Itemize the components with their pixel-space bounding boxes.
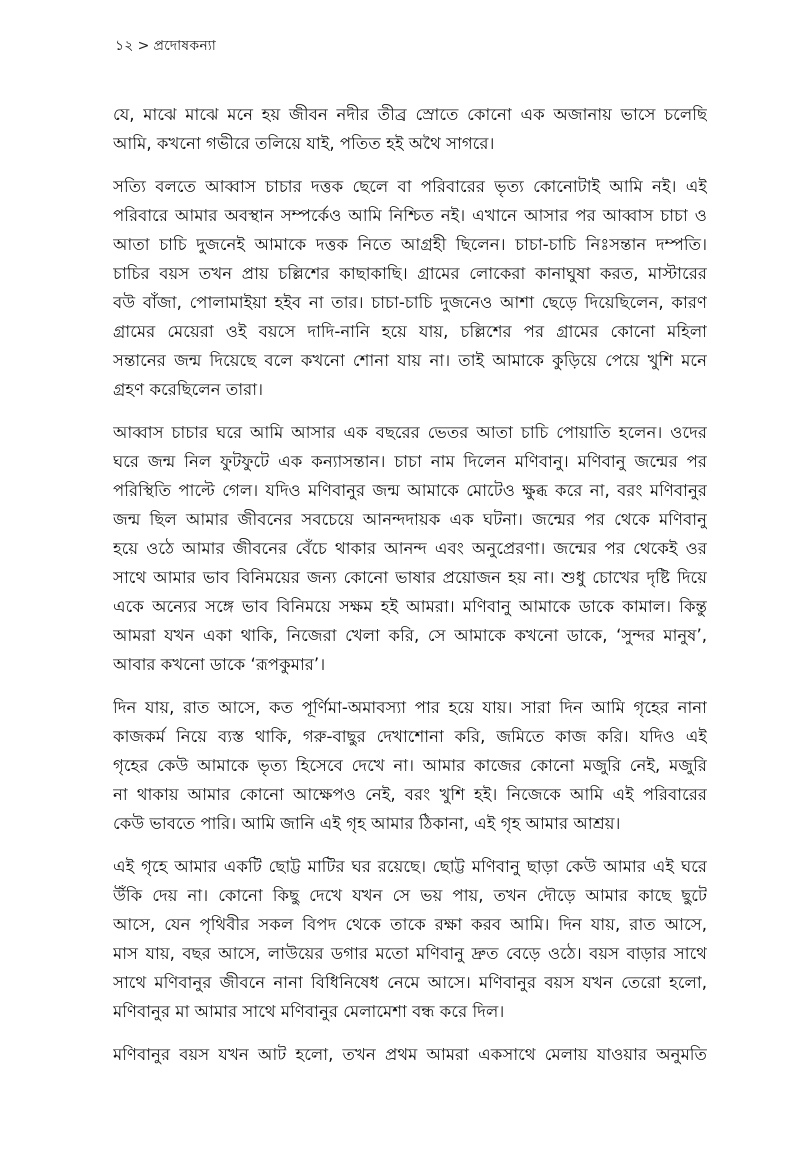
paragraph [113,852,707,1026]
page-number: ১২ [115,38,134,54]
text-line: সত্যি বলতে আব্বাস চাচার দত্তক ছেলে বা পরিবারের ভৃত্য কোনোটাই আমি নই। এই [113,177,707,196]
text-line: আব্বাস চাচার ঘরে আমি আসার এক বছরের ভেতর আতা চাচি পোয়াতি হলেন। ওদের [113,423,707,442]
text-line: মাস যায়, বছর আসে, লাউয়ের ডগার মতো মণিবানু দ্রুত বেড়ে ওঠে। বয়স বাড়ার সাথে [113,944,707,963]
book-title: প্রদোষকন্যা [153,38,217,54]
running-head [115,34,216,58]
text-line: যে, মাঝে মাঝে মনে হয় জীবন নদীর তীব্র স্রোতে কোনো এক অজানায় ভাসে চলেছি [113,105,707,124]
text-line: হয়ে ওঠে আমার জীবনের বেঁচে থাকার আনন্দ এবং অনুপ্রেরণা। জন্মের পর থেকেই ওর [113,539,707,558]
text-line: আতা চাচি দুজনেই আমাকে দত্তক নিতে আগ্রহী ছিলেন। চাচা-চাচি নিঃসন্তান দম্পতি। [113,235,707,254]
text-line: মণিবানুর বয়স যখন আট হলো, তখন প্রথম আমরা একসাথে মেলায় যাওয়ার অনুমতি [113,1045,707,1064]
text-line: আমরা যখন একা থাকি, নিজেরা খেলা করি, সে আমাকে কখনো ডাকে, ‘সুন্দর মানুষ’, [113,626,707,645]
text-line: আবার কখনো ডাকে ‘রূপকুমার’। [113,655,326,674]
text-line: সন্তানের জন্ম দিয়েছে বলে কখনো শোনা যায় না। তাই আমাকে কুড়িয়ে পেয়ে খুশি মনে [113,351,707,370]
text-line: দিন যায়, রাত আসে, কত পূর্ণিমা-অমাবস্যা পার হয়ে যায়। সারা দিন আমি গৃহের নানা [113,698,707,717]
text-line: এই গৃহে আমার একটি ছোট্ট মাটির ঘর রয়েছে। ছোট্ট মণিবানু ছাড়া কেউ আমার এই ঘরে [113,857,707,876]
text-line: কাজকর্ম নিয়ে ব্যস্ত থাকি, গরু-বাছুর দেখাশোনা করি, জমিতে কাজ করি। যদিও এই [113,727,707,746]
text-line: উঁকি দেয় না। কোনো কিছু দেখে যখন সে ভয় পায়, তখন দৌড়ে আমার কাছে ছুটে [113,886,707,905]
text-line: সাথে আমার ভাব বিনিময়ের জন্য কোনো ভাষার প্রয়োজন হয় না। শুধু চোখের দৃষ্টি দিয়ে [113,568,707,587]
text-line: চাচির বয়স তখন প্রায় চল্লিশের কাছাকাছি। গ্রামের লোকেরা কানাঘুষা করত, মাস্টারের [113,264,707,283]
text-line: গ্রামের মেয়েরা ওই বয়সে দাদি-নানি হয়ে যায়, চল্লিশের পর গ্রামের কোনো মহিলা [113,322,707,341]
paragraph [113,172,707,404]
text-line: আসে, যেন পৃথিবীর সকল বিপদ থেকে তাকে রক্ষা করব আমি। দিন যায়, রাত আসে, [113,915,707,934]
text-line: গ্রহণ করেছিলেন তারা। [113,380,264,399]
text-line: ঘরে জন্ম নিল ফুটফুটে এক কন্যাসন্তান। চাচা নাম দিলেন মণিবানু। মণিবানু জন্মের পর [113,452,707,471]
text-line: একে অন্যের সঙ্গে ভাব বিনিময়ে সক্ষম হই আমরা। মণিবানু আমাকে ডাকে কামাল। কিন্তু [113,597,707,616]
text-line: কেউ ভাবতে পারি। আমি জানি এই গৃহ আমার ঠিকানা, এই গৃহ আমার আশ্রয়। [113,814,621,833]
text-line: জন্ম ছিল আমার জীবনের সবচেয়ে আনন্দদায়ক এক ঘটনা। জন্মের পর থেকে মণিবানু [113,510,707,529]
head-separator: > [137,38,150,54]
body-text [113,100,707,1083]
paragraph [113,100,707,158]
text-line: গৃহের কেউ আমাকে ভৃত্য হিসেবে দেখে না। আমার কাজের কোনো মজুরি নেই, মজুরি [113,756,707,775]
paragraph [113,418,707,679]
text-line: পরিবারে আমার অবস্থান সম্পর্কেও আমি নিশ্চিত নই। এখানে আসার পর আব্বাস চাচা ও [113,206,707,225]
text-line: বউ বাঁজা, পোলামাইয়া হইব না তার। চাচা-চাচি দুজনেও আশা ছেড়ে দিয়েছিলেন, কারণ [113,293,707,312]
text-line: আমি, কখনো গভীরে তলিয়ে যাই, পতিত হই অথৈ সাগরে। [113,134,495,153]
text-line: পরিস্থিতি পাল্টে গেল। যদিও মণিবানুর জন্ম আমাকে মোটেও ক্ষুব্ধ করে না, বরং মণিবানুর [113,481,707,500]
paragraph [113,693,707,838]
text-line: না থাকায় আমার কোনো আক্ষেপও নেই, বরং খুশি হই। নিজেকে আমি এই পরিবারের [113,785,707,804]
text-line: সাথে মণিবানুর জীবনে নানা বিধিনিষেধ নেমে আসে। মণিবানুর বয়স যখন তেরো হলো, [113,973,707,992]
text-line: মণিবানুর মা আমার সাথে মণিবানুর মেলামেশা বন্ধ করে দিল। [113,1002,505,1021]
paragraph [113,1040,707,1069]
